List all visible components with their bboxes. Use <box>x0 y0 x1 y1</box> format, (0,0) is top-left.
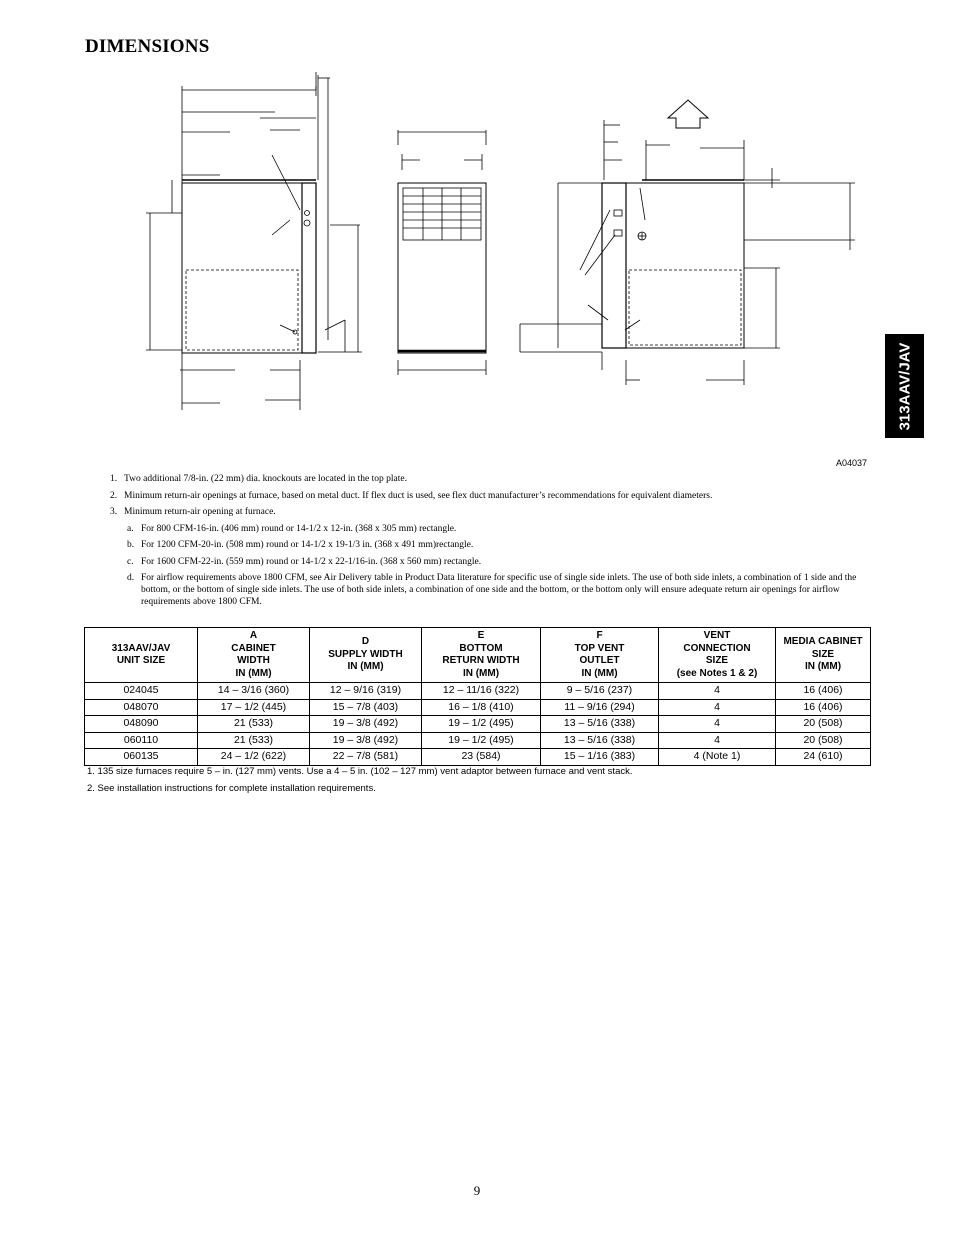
table-header-row <box>85 628 871 683</box>
table-row <box>85 749 871 766</box>
table-cell: 15 – 1/16 (383) <box>541 749 659 766</box>
table-cell: 11 – 9/16 (294) <box>541 699 659 716</box>
table-cell: 19 – 1/2 (495) <box>422 716 541 733</box>
table-cell: 4 <box>659 732 776 749</box>
dimensions-drawing <box>140 70 870 415</box>
col-supply-width: D SUPPLY WIDTH IN (MM) <box>310 628 422 683</box>
page-title: DIMENSIONS <box>85 36 210 57</box>
figure-subnote: c. For 1600 CFM-22-in. (559 mm) round or 14-1/2 x 22-1/16-in. (368 x 560 mm) rectangle. <box>127 556 482 567</box>
table-cell: 23 (584) <box>422 749 541 766</box>
col-cabinet-width: A CABINET WIDTH IN (MM) <box>198 628 310 683</box>
table-cell: 048070 <box>85 699 198 716</box>
table-cell: 22 – 7/8 (581) <box>310 749 422 766</box>
figure-note: 1. Two additional 7/8-in. (22 mm) dia. knockouts are located in the top plate. <box>110 474 407 484</box>
col-unit-size: 313AAV/JAV UNIT SIZE <box>85 628 198 683</box>
table-cell: 19 – 1/2 (495) <box>422 732 541 749</box>
table-row <box>85 716 871 733</box>
figure-subnote: b. For 1200 CFM-20-in. (508 mm) round or 14-1/2 x 19-1/3 in. (368 x 491 mm)rectangle. <box>127 540 474 550</box>
table-cell: 17 – 1/2 (445) <box>198 699 310 716</box>
table-cell: 19 – 3/8 (492) <box>310 732 422 749</box>
table-cell: 060135 <box>85 749 198 766</box>
col-top-vent-outlet: F TOP VENT OUTLET IN (MM) <box>541 628 659 683</box>
figure-note: 3. Minimum return-air opening at furnace. <box>110 507 276 517</box>
table-cell: 9 – 5/16 (237) <box>541 683 659 700</box>
section-tab <box>885 334 924 438</box>
table-cell: 15 – 7/8 (403) <box>310 699 422 716</box>
figure-subnote: d. For airflow requirements above 1800 CFM, see Air Delivery table in Product Data literature for specific use of single side inlets. The use of both side inlets, a combination of 1 side and the bottom, or the bottom of single side inlets. The use of both side inlets, a combination of one side and the bottom, or the bottom only will ensure adequate return air openings for airflow requirements above 1800 CFM. <box>127 573 857 607</box>
table-cell: 4 <box>659 716 776 733</box>
right-side-view <box>520 100 855 385</box>
page-number: 9 <box>473 1183 481 1198</box>
table-cell: 14 – 3/16 (360) <box>198 683 310 700</box>
dimensions-table <box>84 627 871 766</box>
table-cell: 12 – 9/16 (319) <box>310 683 422 700</box>
col-bottom-return-width: E BOTTOM RETURN WIDTH IN (MM) <box>422 628 541 683</box>
table-cell: 20 (508) <box>776 732 871 749</box>
table-note: 2. See installation instructions for complete installation requirements. <box>87 783 376 794</box>
table-cell: 16 – 1/8 (410) <box>422 699 541 716</box>
table-row <box>85 699 871 716</box>
col-media-cabinet-size: MEDIA CABINET SIZE IN (MM) <box>776 628 871 683</box>
table-cell: 21 (533) <box>198 732 310 749</box>
figure-subnote: a. For 800 CFM-16-in. (406 mm) round or 14-1/2 x 12-in. (368 x 305 mm) rectangle. <box>127 523 457 534</box>
table-cell: 4 <box>659 699 776 716</box>
table-cell: 19 – 3/8 (492) <box>310 716 422 733</box>
table-cell: 20 (508) <box>776 716 871 733</box>
col-vent-connection-size: VENT CONNECTION SIZE (see Notes 1 & 2) <box>659 628 776 683</box>
figure-code: A04037 <box>836 458 868 468</box>
table-note: 1. 135 size furnaces require 5 – in. (127 mm) vents. Use a 4 – 5 in. (102 – 127 mm) vent adaptor between furnace and vent stack. <box>87 766 633 777</box>
table-cell: 24 (610) <box>776 749 871 766</box>
section-tab-label: 313AAV/JAV <box>896 342 914 430</box>
table-cell: 24 – 1/2 (622) <box>198 749 310 766</box>
table-notes <box>87 766 867 800</box>
table-cell: 16 (406) <box>776 699 871 716</box>
table-cell: 060110 <box>85 732 198 749</box>
table-cell: 4 <box>659 683 776 700</box>
table-cell: 12 – 11/16 (322) <box>422 683 541 700</box>
table-cell: 13 – 5/16 (338) <box>541 732 659 749</box>
table-cell: 4 (Note 1) <box>659 749 776 766</box>
table-cell: 13 – 5/16 (338) <box>541 716 659 733</box>
figure-note: 2. Minimum return-air openings at furnace, based on metal duct. If flex duct is used, see flex duct manufacturer’s recommendations for equivalent diameters. <box>110 490 713 501</box>
dimensions-table-wrapper <box>84 627 871 766</box>
table-cell: 024045 <box>85 683 198 700</box>
figure-notes <box>110 473 870 613</box>
table-cell: 16 (406) <box>776 683 871 700</box>
side-view <box>146 72 362 410</box>
table-cell: 048090 <box>85 716 198 733</box>
front-view <box>398 130 486 375</box>
table-row <box>85 683 871 700</box>
table-row <box>85 732 871 749</box>
table-cell: 21 (533) <box>198 716 310 733</box>
